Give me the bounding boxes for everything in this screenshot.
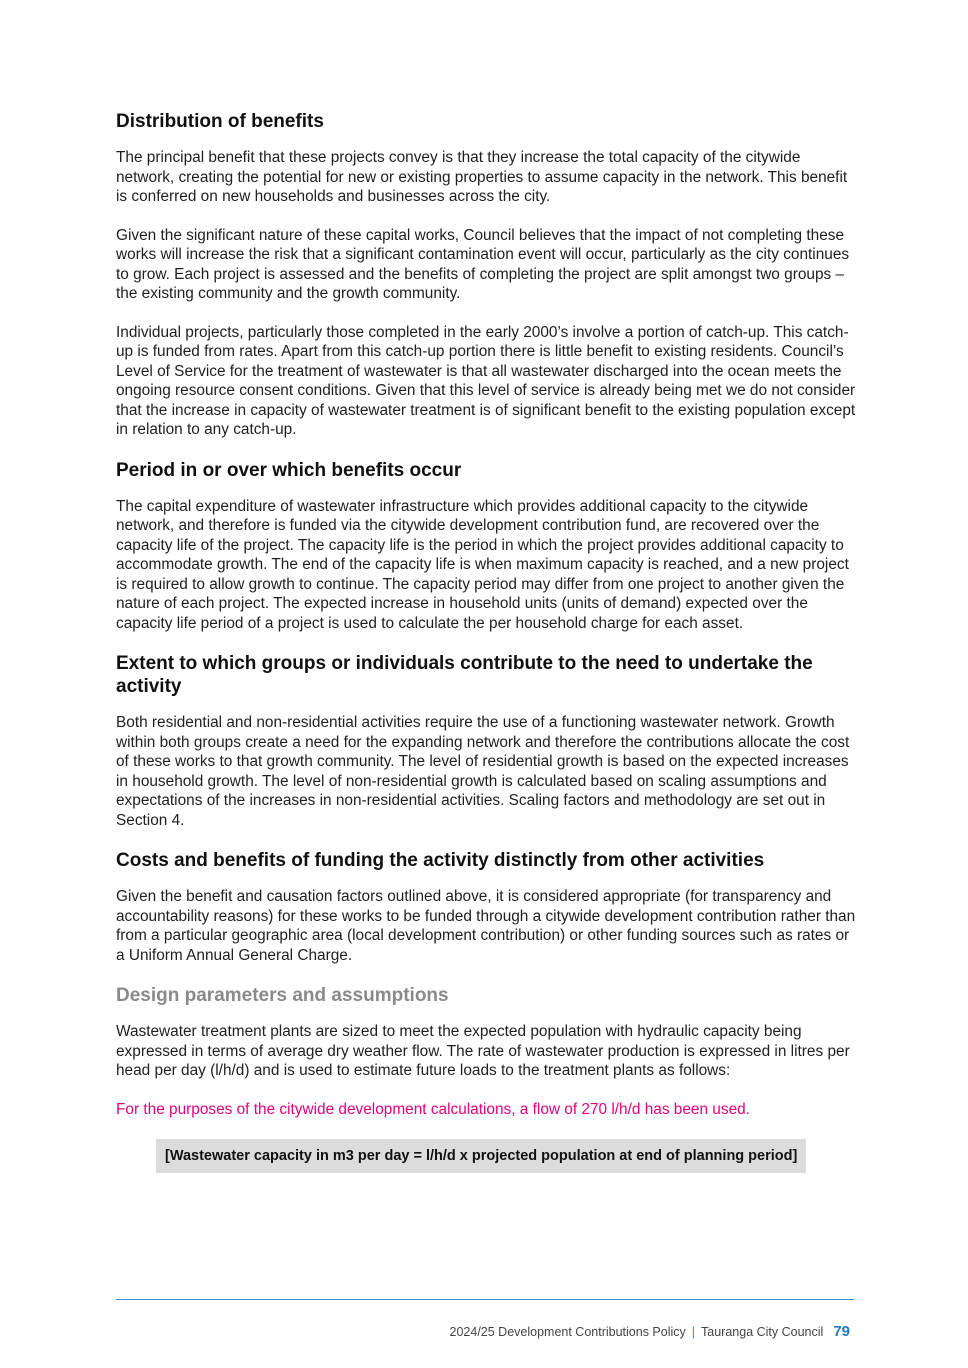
section-heading: Design parameters and assumptions xyxy=(116,985,449,1006)
section-heading: Costs and benefits of funding the activity distinctly from other activities xyxy=(116,850,765,871)
page-content xyxy=(116,110,856,1173)
body-paragraph: Both residential and non-residential activities require the use of a functioning wastewater network. Growth within both groups create a need for the expanding network and therefore the contributions allocate the cost of these works to that growth community. The level of residential growth is based on the expected increases in household growth. The level of non-residential growth is calculated based on scaling assumptions and expectations of the increases in non-residential activities. Scaling factors and methodology are set out in Section 4. xyxy=(116,714,850,829)
body-paragraph: Individual projects, particularly those completed in the early 2000’s involve a portion of catch-up. This catch-up is funded from rates. Apart from this catch-up portion there is little benefit to existing residents. Council’s Level of Service for the treatment of wastewater is that all wastewater discharged into the ocean meets the ongoing resource consent conditions. Given that this level of service is already being met we do not consider that the increase in capacity of wastewater treatment is of significant benefit to the existing population except in relation to any catch-up. xyxy=(116,323,856,438)
section-extent-of-contribution xyxy=(116,652,856,830)
body-paragraph: The principal benefit that these projects convey is that they increase the total capacity of the citywide network, creating the potential for new or existing properties to assume capacity in the network. This benefit is conferred on new households and businesses across the city. xyxy=(116,149,848,205)
section-distribution-of-benefits xyxy=(116,110,856,440)
body-paragraph: The capital expenditure of wastewater infrastructure which provides additional capacity to the citywide network, and therefore is funded via the citywide development contribution fund, are recovered over the capacity life of the project. The capacity life is the period in which the project provides additional capacity to accommodate growth. The end of the capacity life is when maximum capacity is reached, and a new project is required to allow growth to continue. The capacity period may differ from one project to another given the nature of each project. The expected increase in household units (units of demand) expected over the capacity life period of a project is used to calculate the per household charge for each asset. xyxy=(116,497,849,632)
footer-organisation: Tauranga City Council xyxy=(701,1325,824,1339)
body-paragraph: Given the significant nature of these capital works, Council believes that the impact of not completing these works will increase the risk that a significant contamination event will occur, particularly as the city continues to grow. Each project is assessed and the benefits of completing the project are split amongst two groups – the existing community and the growth community. xyxy=(116,226,850,302)
section-costs-and-benefits xyxy=(116,849,856,965)
formula-box: [Wastewater capacity in m3 per day = l/h/d x projected population at end of planning period] xyxy=(156,1139,806,1173)
footer-separator: | xyxy=(691,1325,696,1339)
section-heading: Period in or over which benefits occur xyxy=(116,459,462,481)
section-heading: Distribution of benefits xyxy=(116,111,324,132)
body-paragraph: Wastewater treatment plants are sized to meet the expected population with hydraulic capacity being expressed in terms of average dry weather flow. The rate of wastewater production is expressed in litres per head per day (l/h/d) and is used to estimate future loads to the treatment plants as follows: xyxy=(116,1023,850,1079)
page-number: 79 xyxy=(833,1323,850,1340)
highlighted-note: For the purposes of the citywide development calculations, a flow of 270 l/h/d has been used. xyxy=(116,1100,750,1118)
body-paragraph: Given the benefit and causation factors outlined above, it is considered appropriate (for transparency and accountability reasons) for these works to be funded through a citywide development contribution rather than from a particular geographic area (local development contribution) or other funding sources such as rates or a Uniform Annual General Charge. xyxy=(116,888,856,964)
footer-divider xyxy=(116,1299,854,1300)
section-heading: Extent to which groups or individuals contribute to the need to undertake the activity xyxy=(116,653,813,697)
footer-document-title: 2024/25 Development Contributions Policy xyxy=(449,1325,686,1339)
formula-container xyxy=(116,1139,856,1173)
page-footer xyxy=(450,1323,850,1340)
section-period-of-benefits xyxy=(116,459,856,634)
section-design-parameters xyxy=(116,984,856,1173)
